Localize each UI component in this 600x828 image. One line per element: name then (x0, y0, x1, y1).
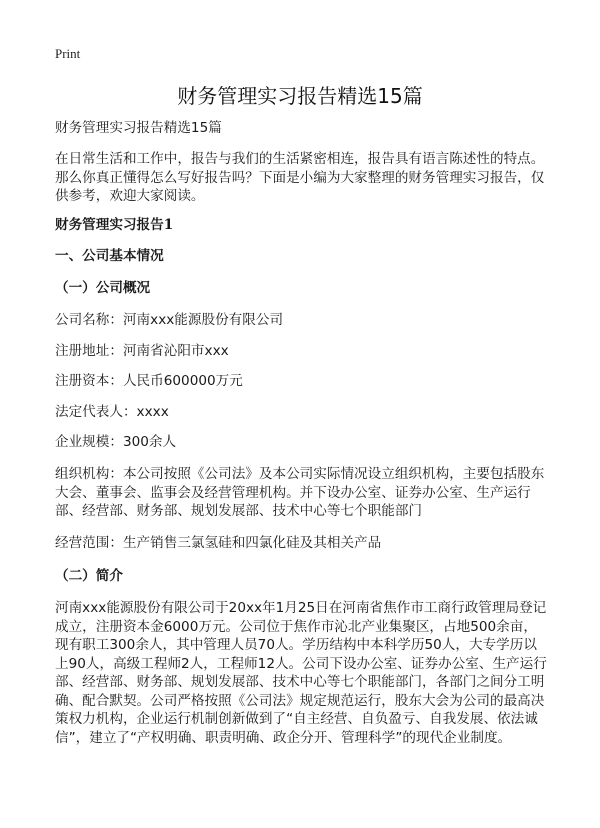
document-subtitle: 财务管理实习报告精选15篇 (55, 120, 222, 136)
info-capital: 注册资本：人民币600000万元 (55, 373, 243, 389)
report-heading: 财务管理实习报告1 (55, 217, 174, 233)
print-label[interactable]: Print (55, 46, 81, 61)
company-intro-paragraph: 河南xxx能源股份有限公司于20xx年1月25日在河南省焦作市工商行政管理局登记成立，注册资本金6000万元。公司位于焦作市沁北产业集聚区，占地500余亩，现有职工300余人，其中管理人员70人。学历结构中本科学历50人，大专学历以上90人，高级工程师2人，工程师12人。公司下设办公室、证券办公室、生产运行部、经营部、财务部、规划发展部、技术中心等七个职能部门，各部门之间分工明确、配合默契。公司严格按照《公司法》规定规范运行，股东大会为公司的最高决策权力机构，企业运行机制创新做到了“自主经营、自负盈亏、自我发展、依法诚信”，建立了“产权明确、职责明确、政企分开、管理科学”的现代企业制度。 (55, 600, 547, 746)
business-scope: 经营范围：生产销售三氯氢硅和四氯化硅及其相关产品 (55, 535, 382, 551)
info-scale: 企业规模：300余人 (55, 434, 177, 450)
info-legal-rep: 法定代表人：xxxx (55, 404, 169, 420)
section-heading-basic-info: 一、公司基本情况 (55, 248, 164, 264)
info-company-name: 公司名称：河南xxx能源股份有限公司 (55, 312, 284, 328)
info-address: 注册地址：河南省沁阳市xxx (55, 343, 229, 359)
subsection-heading-intro: （二）简介 (55, 568, 123, 584)
subsection-heading-overview: （一）公司概况 (55, 280, 151, 296)
organization-paragraph: 组织机构：本公司按照《公司法》及本公司实际情况设立组织机构，主要包括股东大会、董事会、监事会及经营管理机构。并下设办公室、证券办公室、生产运行部、经营部、财务部、规划发展部、技术中心等七个职能部门 (55, 466, 545, 519)
document-title: 财务管理实习报告精选15篇 (177, 84, 423, 108)
intro-paragraph: 在日常生活和工作中，报告与我们的生活紧密相连，报告具有语言陈述性的特点。那么你真正懂得怎么写好报告吗？下面是小编为大家整理的财务管理实习报告，仅供参考，欢迎大家阅读。 (55, 151, 545, 204)
